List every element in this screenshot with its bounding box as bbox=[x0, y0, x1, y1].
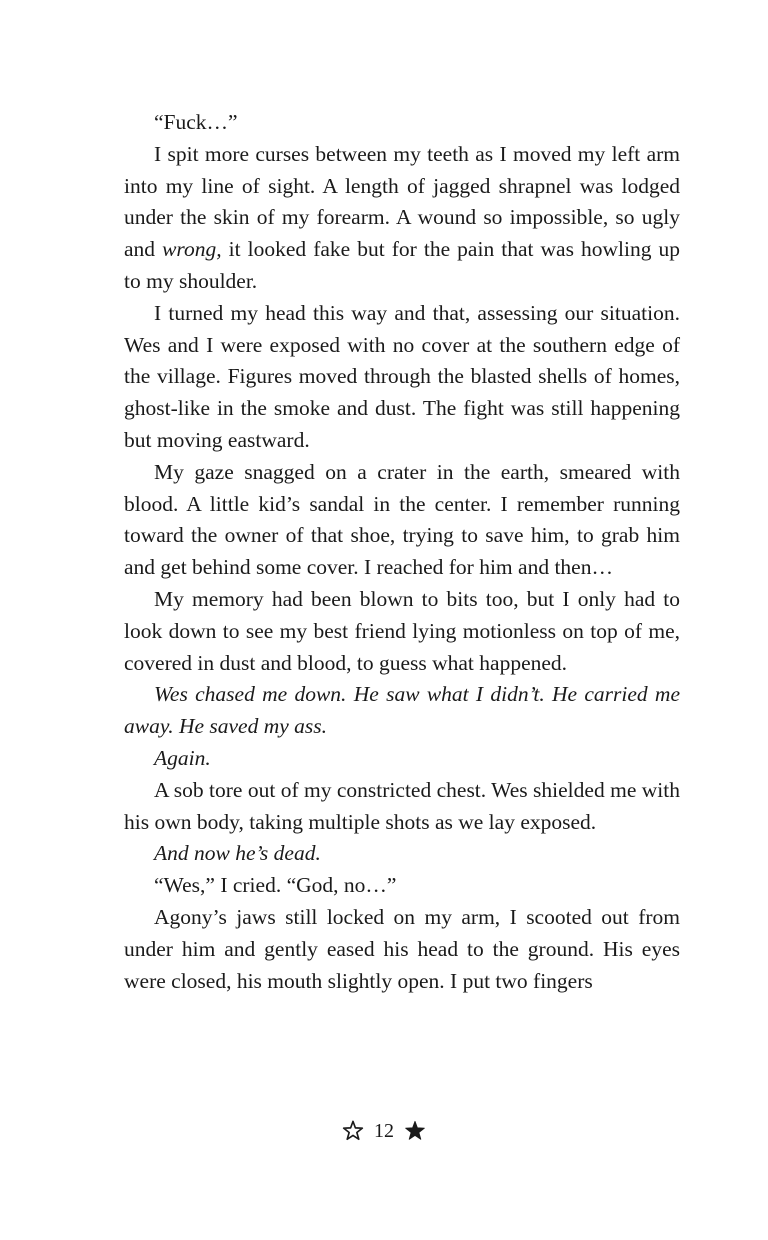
italic-paragraph: And now he’s dead. bbox=[154, 841, 321, 866]
italic-paragraph: Wes chased me down. He saw what I didn’t. He carried me away. He saved my ass. bbox=[124, 682, 680, 739]
paragraph: My memory had been blown to bits too, but I only had to look down to see my best friend lying motionless on top of me, covered in dust and blood, to guess what happened. bbox=[124, 586, 680, 675]
italic-paragraph: Again. bbox=[154, 745, 211, 770]
paragraph bbox=[124, 139, 680, 298]
paragraph: A sob tore out of my constricted chest. Wes shielded me with his own body, taking multiple shots as we lay exposed. bbox=[124, 777, 680, 834]
emphasis-text: wrong, bbox=[162, 237, 222, 262]
paragraph-text: I spit more curses between my teeth as I moved my left arm into my line of sight. A length of jagged shrapnel was lodged under the skin of my forearm. A wound so impossible, so ugly and bbox=[124, 141, 680, 262]
paragraph: Agony’s jaws still locked on my arm, I scooted out from under him and gently eased his head to the ground. His eyes were closed, his mouth slightly open. I put two fingers bbox=[124, 904, 680, 993]
paragraph: “Wes,” I cried. “God, no…” bbox=[154, 873, 397, 898]
body-text bbox=[124, 107, 680, 997]
paragraph: “Fuck…” bbox=[154, 110, 238, 134]
paragraph-text: it looked fake but for the pain that was howling up to my shoulder. bbox=[124, 237, 681, 293]
outline-star-icon bbox=[342, 1120, 364, 1142]
paragraph: I turned my head this way and that, assessing our situation. Wes and I were exposed with no cover at the southern edge of the village. Figures moved through the blasted shells of homes, ghost-like in the smoke and dust. The fight was still happening but moving eastward. bbox=[124, 300, 680, 452]
solid-star-icon bbox=[404, 1120, 426, 1142]
page-number: 12 bbox=[374, 1119, 394, 1142]
paragraph: My gaze snagged on a crater in the earth, smeared with blood. A little kid’s sandal in the center. I remember running toward the owner of that shoe, trying to save him, to grab him and get behind some cover. I reached for him and then… bbox=[124, 459, 680, 580]
page-footer bbox=[0, 1116, 768, 1146]
